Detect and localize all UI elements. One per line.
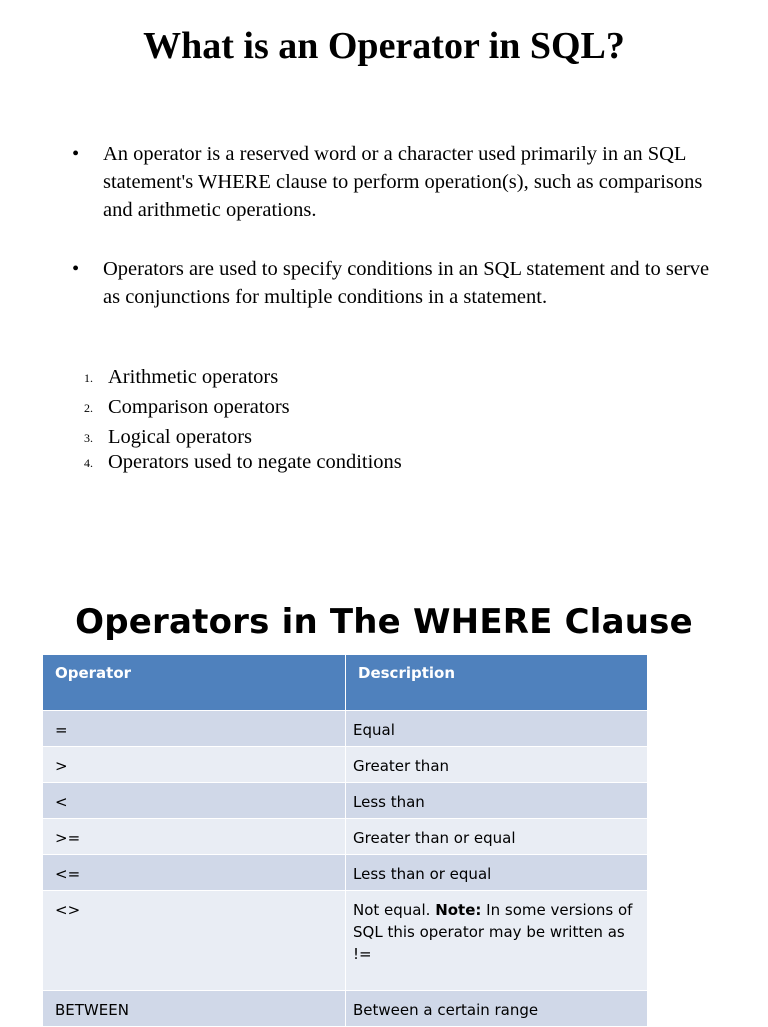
bullet-icon: • (72, 143, 80, 165)
table-row (43, 783, 648, 819)
description-cell: Less than (346, 783, 648, 819)
list-item (80, 392, 402, 422)
section-title: Operators in The WHERE Clause (75, 602, 693, 642)
operator-cell: > (43, 747, 346, 783)
operator-cell: >= (43, 819, 346, 855)
operator-cell: BETWEEN (43, 991, 346, 1027)
bullet-item (70, 140, 710, 224)
description-cell (346, 891, 648, 991)
column-header-description: Description (346, 655, 648, 711)
description-text: Not equal. (353, 901, 436, 919)
list-item-label: Operators used to negate conditions (108, 451, 402, 473)
list-item (80, 362, 402, 392)
operator-types-list (80, 362, 402, 477)
list-number: 4. (84, 456, 93, 470)
table-row (43, 891, 648, 991)
table-row (43, 819, 648, 855)
bullet-list (70, 140, 710, 342)
list-number: 1. (84, 371, 93, 385)
operator-cell: <> (43, 891, 346, 991)
list-number: 3. (84, 431, 93, 445)
note-label: Note: (435, 901, 482, 919)
bullet-text: An operator is a reserved word or a character used primarily in an SQL statement's WHERE clause to perform operation(s), such as comparisons and arithmetic operations. (103, 143, 703, 221)
list-number: 2. (84, 401, 93, 415)
slide-title: What is an Operator in SQL? (143, 25, 625, 67)
table-header-row (43, 655, 648, 711)
description-cell: Between a certain range (346, 991, 648, 1027)
table-row (43, 991, 648, 1027)
list-item-label: Logical operators (108, 426, 253, 448)
operator-cell: < (43, 783, 346, 819)
description-cell: Greater than or equal (346, 819, 648, 855)
description-cell: Equal (346, 711, 648, 747)
table-row (43, 711, 648, 747)
bullet-text: Operators are used to specify conditions in an SQL statement and to serve as conjunctions for multiple conditions in a statement. (103, 258, 710, 308)
list-item (80, 422, 402, 447)
list-item-label: Arithmetic operators (108, 366, 279, 388)
list-item-label: Comparison operators (108, 396, 290, 418)
column-header-operator: Operator (43, 655, 346, 711)
bullet-item (70, 255, 710, 311)
description-text: In some versions of SQL this operator may be written as != (353, 901, 633, 963)
operators-table (42, 654, 648, 1027)
description-cell: Less than or equal (346, 855, 648, 891)
operator-cell: <= (43, 855, 346, 891)
operator-cell: = (43, 711, 346, 747)
bullet-icon: • (72, 258, 80, 280)
description-cell: Greater than (346, 747, 648, 783)
table-row (43, 747, 648, 783)
table-row (43, 855, 648, 891)
list-item (80, 447, 402, 477)
